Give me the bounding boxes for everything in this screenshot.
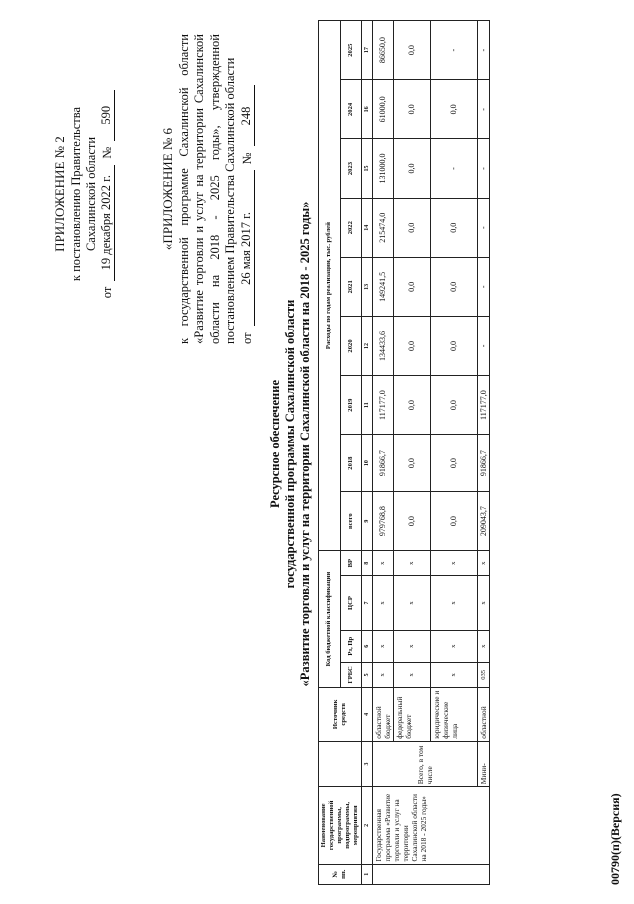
y2025-cell: 0,0 bbox=[394, 21, 431, 80]
document-heading bbox=[268, 34, 313, 854]
y2019-cell: 0,0 bbox=[431, 376, 478, 435]
y2024-cell: 0,0 bbox=[394, 80, 431, 139]
y2020-cell: 134433,6 bbox=[373, 316, 394, 375]
y2021-cell: 0,0 bbox=[394, 257, 431, 316]
annex2-from-label: от bbox=[240, 332, 255, 344]
header-source: Источник средств bbox=[319, 688, 362, 742]
annex-date: 19 декабря 2022 г. bbox=[99, 165, 115, 281]
vr-cell: х bbox=[431, 551, 478, 576]
header-2024: 2024 bbox=[340, 80, 362, 139]
header-rzpr: Рз, Пр bbox=[340, 630, 362, 662]
y2022-cell: 0,0 bbox=[431, 198, 478, 257]
total-cell: 979768,8 bbox=[373, 492, 394, 551]
row-group-label: Всего, в том числе bbox=[373, 741, 478, 787]
resource-table bbox=[318, 20, 490, 885]
annex-title: ПРИЛОЖЕНИЕ № 2 bbox=[52, 136, 67, 252]
table-header-row-1 bbox=[319, 21, 341, 885]
header-expenses: Расходы по годам реализации, тыс. рублей bbox=[319, 21, 341, 551]
annex2-num-label: № bbox=[240, 152, 255, 165]
header-2020: 2020 bbox=[340, 316, 362, 375]
header-col3 bbox=[319, 741, 362, 787]
column-number: 10 bbox=[362, 435, 373, 492]
csr-cell: х bbox=[394, 576, 431, 631]
annex-from-label: от bbox=[100, 286, 114, 299]
row-label-cell: Мини- bbox=[478, 741, 490, 787]
header-grbs: ГРБС bbox=[340, 662, 362, 687]
rzpr-cell: х bbox=[373, 630, 394, 662]
row-number-cell bbox=[373, 864, 490, 884]
column-number: 2 bbox=[362, 787, 373, 864]
y2023-cell: - bbox=[431, 139, 478, 198]
column-number: 16 bbox=[362, 80, 373, 139]
header-name: Наименование государственной программы, подпрограммы, мероприятия bbox=[319, 787, 362, 864]
vr-cell: х bbox=[373, 551, 394, 576]
y2019-cell: 117177,0 bbox=[373, 376, 394, 435]
annex-line1: к постановлению Правительства bbox=[69, 106, 83, 282]
header-2023: 2023 bbox=[340, 139, 362, 198]
annex-number: 590 bbox=[99, 90, 115, 141]
column-number: 6 bbox=[362, 630, 373, 662]
rzpr-cell: х bbox=[478, 630, 490, 662]
y2024-cell: - bbox=[478, 80, 490, 139]
y2018-cell: 91866,7 bbox=[478, 435, 490, 492]
y2022-cell: - bbox=[478, 198, 490, 257]
csr-cell: х bbox=[373, 576, 394, 631]
y2020-cell: - bbox=[478, 316, 490, 375]
program-name: Государственная программа «Развитие торговли и услуг на территории Сахалинской области на 2018 - 2025 годы» bbox=[373, 787, 490, 864]
y2023-cell: - bbox=[478, 139, 490, 198]
rzpr-cell: х bbox=[394, 630, 431, 662]
column-number: 15 bbox=[362, 139, 373, 198]
rzpr-cell: х bbox=[431, 630, 478, 662]
y2019-cell: 117177,0 bbox=[478, 376, 490, 435]
y2021-cell: 149241,5 bbox=[373, 257, 394, 316]
grbs-cell: 035 bbox=[478, 662, 490, 687]
annex-line2: Сахалинской области bbox=[84, 136, 98, 252]
header-2022: 2022 bbox=[340, 198, 362, 257]
column-number: 1 bbox=[362, 864, 373, 884]
y2023-cell: 0,0 bbox=[394, 139, 431, 198]
annex-num-label: № bbox=[100, 146, 114, 159]
source-cell: федеральный бюджет bbox=[394, 688, 431, 742]
y2020-cell: 0,0 bbox=[431, 316, 478, 375]
heading-line1: Ресурсное обеспечение bbox=[268, 380, 282, 509]
column-number: 11 bbox=[362, 376, 373, 435]
table-row bbox=[373, 21, 394, 885]
footer-code: 00790(п)(Версия) bbox=[608, 793, 622, 885]
table-row bbox=[478, 21, 490, 885]
header-2021: 2021 bbox=[340, 257, 362, 316]
heading-line2: государственной программы Сахалинской области bbox=[283, 299, 297, 589]
y2024-cell: 0,0 bbox=[431, 80, 478, 139]
header-total: всего bbox=[340, 492, 362, 551]
source-cell: юридические и физические лица bbox=[431, 688, 478, 742]
annex2-date: 26 мая 2017 г. bbox=[239, 170, 255, 326]
y2024-cell: 61000,0 bbox=[373, 80, 394, 139]
column-number: 4 bbox=[362, 688, 373, 742]
vr-cell: х bbox=[394, 551, 431, 576]
y2023-cell: 131000,0 bbox=[373, 139, 394, 198]
grbs-cell: х bbox=[373, 662, 394, 687]
column-number: 8 bbox=[362, 551, 373, 576]
vr-cell: х bbox=[478, 551, 490, 576]
y2025-cell: - bbox=[478, 21, 490, 80]
y2018-cell: 91866,7 bbox=[373, 435, 394, 492]
y2021-cell: 0,0 bbox=[431, 257, 478, 316]
total-cell: 209043,7 bbox=[478, 492, 490, 551]
grbs-cell: х bbox=[394, 662, 431, 687]
y2018-cell: 0,0 bbox=[394, 435, 431, 492]
y2020-cell: 0,0 bbox=[394, 316, 431, 375]
annex2-body: к государственной программе Сахалинской области «Развитие торговли и услуг на территории Сахалинской области на 2018 - 2025 годы», утвержденной постановлением Правительства Сахалинской области bbox=[177, 34, 237, 344]
y2025-cell: 86650,0 bbox=[373, 21, 394, 80]
header-2019: 2019 bbox=[340, 376, 362, 435]
y2021-cell: - bbox=[478, 257, 490, 316]
annex-block bbox=[52, 44, 115, 344]
annex2-block bbox=[160, 34, 255, 344]
column-number: 14 bbox=[362, 198, 373, 257]
header-budget-code: Код бюджетной классификации bbox=[319, 551, 341, 688]
annex-date-row bbox=[99, 44, 115, 344]
y2019-cell: 0,0 bbox=[394, 376, 431, 435]
heading-line3: «Развитие торговли и услуг на территории Сахалинской области на 2018 - 2025 годы» bbox=[298, 201, 312, 687]
header-csr: ЦСР bbox=[340, 576, 362, 631]
header-2025: 2025 bbox=[340, 21, 362, 80]
column-number: 5 bbox=[362, 662, 373, 687]
column-number: 9 bbox=[362, 492, 373, 551]
annex2-number: 248 bbox=[239, 86, 255, 147]
y2022-cell: 215474,0 bbox=[373, 198, 394, 257]
header-num: № пп. bbox=[319, 864, 362, 884]
total-cell: 0,0 bbox=[431, 492, 478, 551]
annex2-title: «ПРИЛОЖЕНИЕ № 6 bbox=[160, 127, 175, 251]
column-number: 7 bbox=[362, 576, 373, 631]
y2025-cell: - bbox=[431, 21, 478, 80]
csr-cell: х bbox=[478, 576, 490, 631]
column-number: 3 bbox=[362, 741, 373, 787]
y2018-cell: 0,0 bbox=[431, 435, 478, 492]
csr-cell: х bbox=[431, 576, 478, 631]
column-number: 12 bbox=[362, 316, 373, 375]
y2022-cell: 0,0 bbox=[394, 198, 431, 257]
grbs-cell: х bbox=[431, 662, 478, 687]
column-number: 17 bbox=[362, 21, 373, 80]
header-vr: ВР bbox=[340, 551, 362, 576]
source-cell: областной бюджет bbox=[373, 688, 394, 742]
total-cell: 0,0 bbox=[394, 492, 431, 551]
source-cell: областной bbox=[478, 688, 490, 742]
column-number: 13 bbox=[362, 257, 373, 316]
annex2-date-row bbox=[239, 34, 255, 344]
column-number-row bbox=[362, 21, 373, 885]
header-2018: 2018 bbox=[340, 435, 362, 492]
